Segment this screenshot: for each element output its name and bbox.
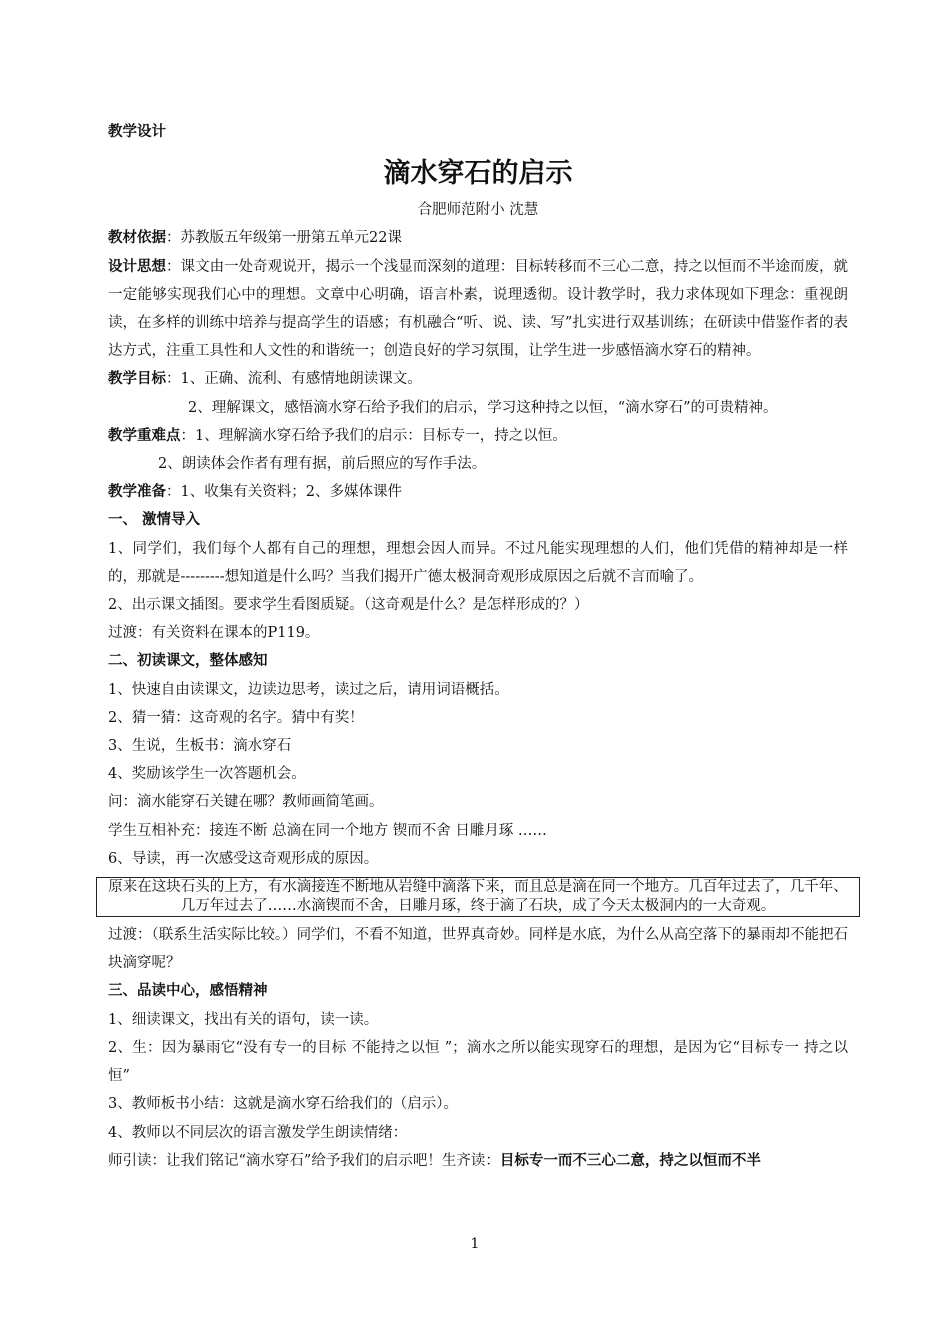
page-title: 滴水穿石的启示 [383, 158, 573, 190]
quote-box: 原来在这块石头的上方，有水滴接连不断地从岩缝中滴落下来，而且总是滴在同一个地方。几百年过去了，几千年、几万年过去了……水滴锲而不舍，日雕月琢，终于滴了石块，成了今天太极洞内的一大奇观。 [96, 877, 860, 917]
goals-item-2: 2、理解课文，感悟滴水穿石给予我们的启示，学习这种持之以恒，“滴水穿石”的可贵精神。 [188, 399, 778, 416]
guided-reading-text: 师引读：让我们铭记“滴水穿石”给予我们的启示吧！生齐读： [108, 1152, 500, 1169]
goals-line-1 [108, 365, 848, 393]
section-2-item: 3、生说，生板书：滴水穿石 [108, 738, 292, 755]
design-text: ：课文由一处奇观说开，揭示一个浅显而深刻的道理：目标转移而不三心二意，持之以恒而不半途而废，就一定能够实现我们心中的理想。文章中心明确，语言朴素，说理透彻。设计教学时，我力求体现如下理念：重视朗读，在多样的训练中培养与提高学生的语感；有机融合“听、说、读、写”扎实进行双基训练；在研读中借鉴作者的表达方式，注重工具性和人文性的和谐统一；创造良好的学习氛围，让学生进一步感悟滴水穿石的精神。 [108, 258, 849, 360]
section-3-item: 1、细读课文，找出有关的语句，读一读。 [108, 1011, 379, 1028]
basis-label: 教材依据 [108, 229, 166, 247]
goals-label: 教学目标 [108, 370, 166, 388]
section-1-heading: 一、 激情导入 [108, 511, 201, 529]
doc-type-label: 教学设计 [108, 123, 166, 140]
section-2-item: 1、快速自由读课文，边读边思考，读过之后，请用词语概括。 [108, 681, 509, 698]
section-3-heading: 三、品读中心，感悟精神 [108, 982, 268, 1000]
prep-label: 教学准备 [108, 483, 166, 501]
section-1-transition: 过渡：有关资料在课本的P119。 [108, 625, 320, 642]
section-2-item: 问：滴水能穿石关键在哪？教师画简笔画。 [108, 794, 384, 811]
keypoints-line-1 [108, 422, 848, 450]
keypoints-item-1: ：1、理解滴水穿石给予我们的启示：目标专一，持之以恒。 [180, 427, 567, 444]
section-3-last-line [108, 1147, 848, 1175]
keypoints-item-2: 2、朗读体会作者有理有据，前后照应的写作手法。 [158, 456, 487, 473]
design-paragraph [108, 253, 848, 366]
keypoints-label: 教学重难点 [108, 426, 181, 444]
section-2-item: 4、奖励该学生一次答题机会。 [108, 766, 306, 783]
section-3-item: 4、教师以不同层次的语言激发学生朗读情绪： [108, 1124, 408, 1141]
section-2-transition: 过渡：（联系生活实际比较。）同学们，不看不知道，世界真奇妙。同样是水底，为什么从高空落下的暴雨却不能把石块滴穿呢？ [108, 927, 848, 972]
design-label: 设计思想 [108, 257, 167, 275]
section-1-paragraph-1: 1、同学们，我们每个人都有自己的理想，理想会因人而异。不过凡能实现理想的人们，他们凭借的精神却是一样的，那就是---------想知道是什么吗？当我们揭开广德太极洞奇观形成原因之后就不言而喻了。 [108, 540, 848, 585]
guided-reading-bold: 目标专一而不三心二意，持之以恒而不半 [499, 1151, 761, 1169]
basis-line [108, 224, 848, 252]
section-1-paragraph-2: 2、出示课文插图。要求学生看图质疑。（这奇观是什么？是怎样形成的？） [108, 597, 589, 614]
section-2-item: 2、猜一猜：这奇观的名字。猜中有奖！ [108, 709, 364, 726]
basis-text: ：苏教版五年级第一册第五单元22课 [166, 230, 402, 247]
prep-text: ：1、收集有关资料；2、多媒体课件 [166, 484, 402, 501]
section-2-heading: 二、初读课文，整体感知 [108, 652, 268, 670]
prep-line [108, 478, 848, 506]
section-2-item: 6、导读，再一次感受这奇观形成的原因。 [108, 850, 379, 867]
section-3-item: 2、生：因为暴雨它“没有专一的目标 不能持之以恒 ”；滴水之所以能实现穿石的理想，是因为它“目标专一 持之以恒” [108, 1039, 848, 1085]
section-3-item: 3、教师板书小结：这就是滴水穿石给我们的（启示）。 [108, 1096, 458, 1113]
author-line: 合肥师范附小 沈慧 [417, 202, 539, 219]
document-body [108, 118, 848, 1175]
goals-item-1: ：1、正确、流利、有感情地朗读课文。 [166, 371, 422, 388]
section-2-item: 学生互相补充：接连不断 总滴在同一个地方 锲而不舍 日雕月琢 …… [108, 822, 547, 839]
page-number: 1 [470, 1236, 480, 1252]
